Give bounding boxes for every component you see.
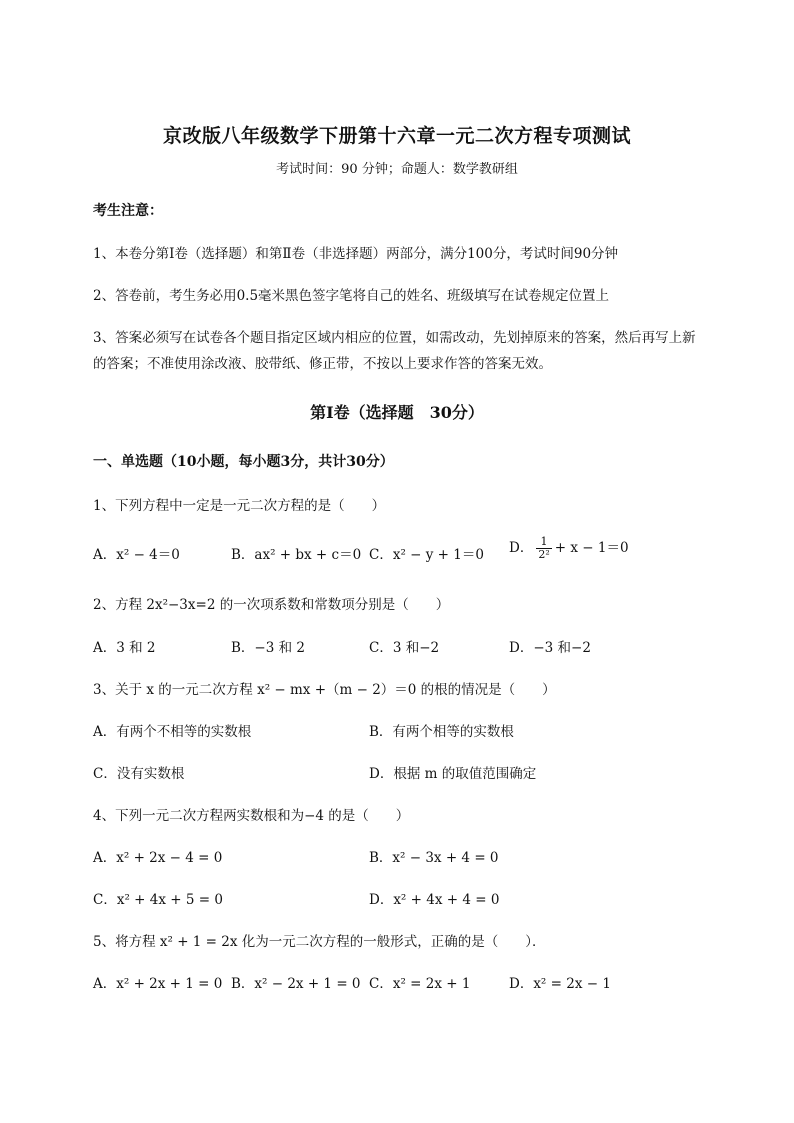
question-1-option-d xyxy=(509,536,629,561)
notice-item-1: 1、本卷分第Ⅰ卷（选择题）和第Ⅱ卷（非选择题）两部分，满分100分，考试时间90分钟 xyxy=(93,246,619,262)
notice-item-3: 3、答案必须写在试卷各个题目指定区域内相应的位置，如需改动，先划掉原来的答案，然后再写上新 xyxy=(93,330,696,346)
notice-item-2: 2、答卷前，考生务必用0.5毫米黑色签字笔将自己的姓名、班级填写在试卷规定位置上 xyxy=(93,288,610,304)
question-4-option-d: D．x² + 4x + 4 = 0 xyxy=(369,892,500,908)
question-2-stem: 2、方程 2x²−3x=2 的一次项系数和常数项分别是（ ） xyxy=(93,597,450,613)
question-4-option-a: A．x² + 2x − 4 = 0 xyxy=(93,850,223,866)
question-1-stem: 1、下列方程中一定是一元二次方程的是（ ） xyxy=(93,498,386,514)
question-4-stem: 4、下列一元二次方程两实数根和为−4 的是（ ） xyxy=(93,808,410,824)
question-3-option-b: B．有两个相等的实数根 xyxy=(369,724,514,740)
question-5-option-c: C．x² = 2x + 1 xyxy=(369,976,471,992)
exam-subtitle: 考试时间：90 分钟；命题人：数学教研组 xyxy=(276,162,518,177)
question-1-option-c: C．x² − y + 1＝0 xyxy=(369,547,484,563)
question-3-option-a: A．有两个不相等的实数根 xyxy=(93,724,252,740)
option-d-suffix: + x − 1＝0 xyxy=(554,540,629,556)
question-4-option-c: C．x² + 4x + 5 = 0 xyxy=(93,892,223,908)
option-d-prefix: D． xyxy=(509,540,534,556)
question-5-option-d: D．x² = 2x − 1 xyxy=(509,976,611,992)
part-title: 一、单选题（10小题，每小题3分，共计30分） xyxy=(93,454,394,470)
question-2-option-c: C．3 和−2 xyxy=(369,640,440,656)
question-2-option-d: D．−3 和−2 xyxy=(509,640,591,656)
fraction-numerator: 1 xyxy=(536,536,551,549)
question-3-option-d: D．根据 m 的取值范围确定 xyxy=(369,766,537,782)
fraction-denominator: 2² xyxy=(538,548,550,561)
question-5-option-a: A．x² + 2x + 1 = 0 xyxy=(93,976,223,992)
question-2-option-a: A．3 和 2 xyxy=(93,640,156,656)
question-2-option-b: B．−3 和 2 xyxy=(231,640,305,656)
exam-title: 京改版八年级数学下册第十六章一元二次方程专项测试 xyxy=(162,125,631,147)
question-5-option-b: B．x² − 2x + 1 = 0 xyxy=(231,976,361,992)
question-1-option-b: B．ax² + bx + c＝0 xyxy=(231,547,362,563)
notice-heading: 考生注意： xyxy=(93,203,163,219)
question-1-option-a: A．x² − 4＝0 xyxy=(93,547,180,563)
question-3-stem: 3、关于 x 的一元二次方程 x² − mx +（m − 2）＝0 的根的情况是（ ） xyxy=(93,682,556,698)
question-5-stem: 5、将方程 x² + 1 = 2x 化为一元二次方程的一般形式，正确的是（ ）． xyxy=(93,934,546,950)
fraction xyxy=(536,536,551,561)
question-3-option-c: C．没有实数根 xyxy=(93,766,185,782)
section-title: 第Ⅰ卷（选择题 30分） xyxy=(310,403,484,422)
question-4-option-b: B．x² − 3x + 4 = 0 xyxy=(369,850,499,866)
notice-item-3-cont: 的答案；不准使用涂改液、胶带纸、修正带，不按以上要求作答的答案无效。 xyxy=(93,356,552,372)
